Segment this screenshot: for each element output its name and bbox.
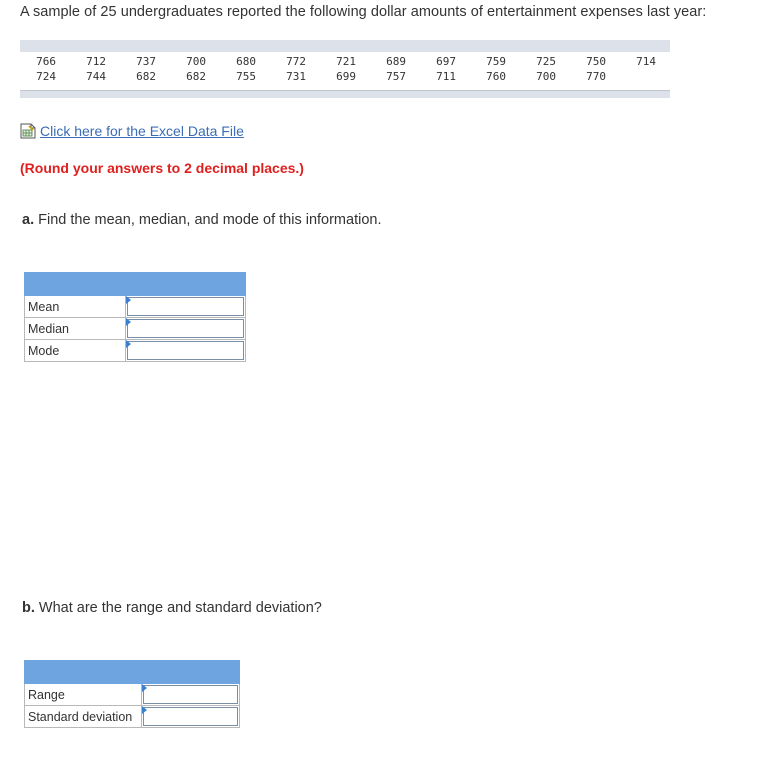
answer-marker-icon [142, 684, 147, 692]
data-value: 700 [186, 55, 206, 68]
data-value: 755 [236, 70, 256, 83]
answer-marker-icon [142, 706, 147, 714]
answer-row-mean [25, 296, 246, 318]
data-row [20, 70, 670, 85]
data-table-bottom-bar [20, 90, 670, 98]
excel-file-icon [20, 123, 38, 139]
rounding-note: (Round your answers to 2 decimal places.) [20, 160, 304, 176]
excel-link-label: Click here for the Excel Data File [40, 123, 244, 139]
answer-table-header [25, 273, 246, 296]
answer-row-range [25, 684, 240, 706]
question-a [22, 212, 381, 228]
answer-table-b [24, 660, 240, 728]
data-value: 760 [486, 70, 506, 83]
mean-cell [126, 296, 246, 318]
answer-table-a [24, 272, 246, 362]
data-value: 700 [536, 70, 556, 83]
question-b [22, 600, 322, 616]
question-b-letter: b. [22, 600, 35, 616]
range-cell [142, 684, 240, 706]
excel-data-link[interactable] [20, 123, 244, 139]
median-input[interactable] [127, 319, 244, 338]
data-value: 772 [286, 55, 306, 68]
data-value: 731 [286, 70, 306, 83]
data-value: 680 [236, 55, 256, 68]
answer-row-median [25, 318, 246, 340]
data-value: 744 [86, 70, 106, 83]
data-value: 697 [436, 55, 456, 68]
question-a-text: Find the mean, median, and mode of this information. [34, 212, 382, 228]
data-value: 725 [536, 55, 556, 68]
standard-deviation-input[interactable] [143, 707, 238, 726]
data-value: 689 [386, 55, 406, 68]
data-value: 721 [336, 55, 356, 68]
standard-deviation-cell [142, 706, 240, 728]
range-input[interactable] [143, 685, 238, 704]
data-value: 757 [386, 70, 406, 83]
problem-intro: A sample of 25 undergraduates reported the following dollar amounts of entertainment expenses last year: [20, 4, 707, 20]
question-b-text: What are the range and standard deviation? [34, 600, 322, 616]
data-table-top-bar [20, 40, 670, 52]
answer-marker-icon [126, 340, 131, 348]
mode-input[interactable] [127, 341, 244, 360]
answer-marker-icon [126, 296, 131, 304]
answer-table-header [25, 661, 240, 684]
data-value: 770 [586, 70, 606, 83]
data-value: 711 [436, 70, 456, 83]
mean-input[interactable] [127, 297, 244, 316]
median-label: Median [25, 318, 126, 340]
answer-row-standard-deviation [25, 706, 240, 728]
standard-deviation-label: Standard deviation [25, 706, 142, 728]
data-value: 699 [336, 70, 356, 83]
data-grid [20, 55, 670, 85]
mode-label: Mode [25, 340, 126, 362]
mode-cell [126, 340, 246, 362]
question-a-letter: a. [22, 212, 35, 228]
data-value: 737 [136, 55, 156, 68]
median-cell [126, 318, 246, 340]
data-table [20, 40, 670, 98]
data-value: 759 [486, 55, 506, 68]
mean-label: Mean [25, 296, 126, 318]
data-value: 724 [36, 70, 56, 83]
data-value: 750 [586, 55, 606, 68]
data-value: 712 [86, 55, 106, 68]
data-row [20, 55, 670, 70]
data-value: 766 [36, 55, 56, 68]
data-value: 714 [636, 55, 656, 68]
data-value: 682 [136, 70, 156, 83]
answer-row-mode [25, 340, 246, 362]
range-label: Range [25, 684, 142, 706]
answer-marker-icon [126, 318, 131, 326]
data-value: 682 [186, 70, 206, 83]
